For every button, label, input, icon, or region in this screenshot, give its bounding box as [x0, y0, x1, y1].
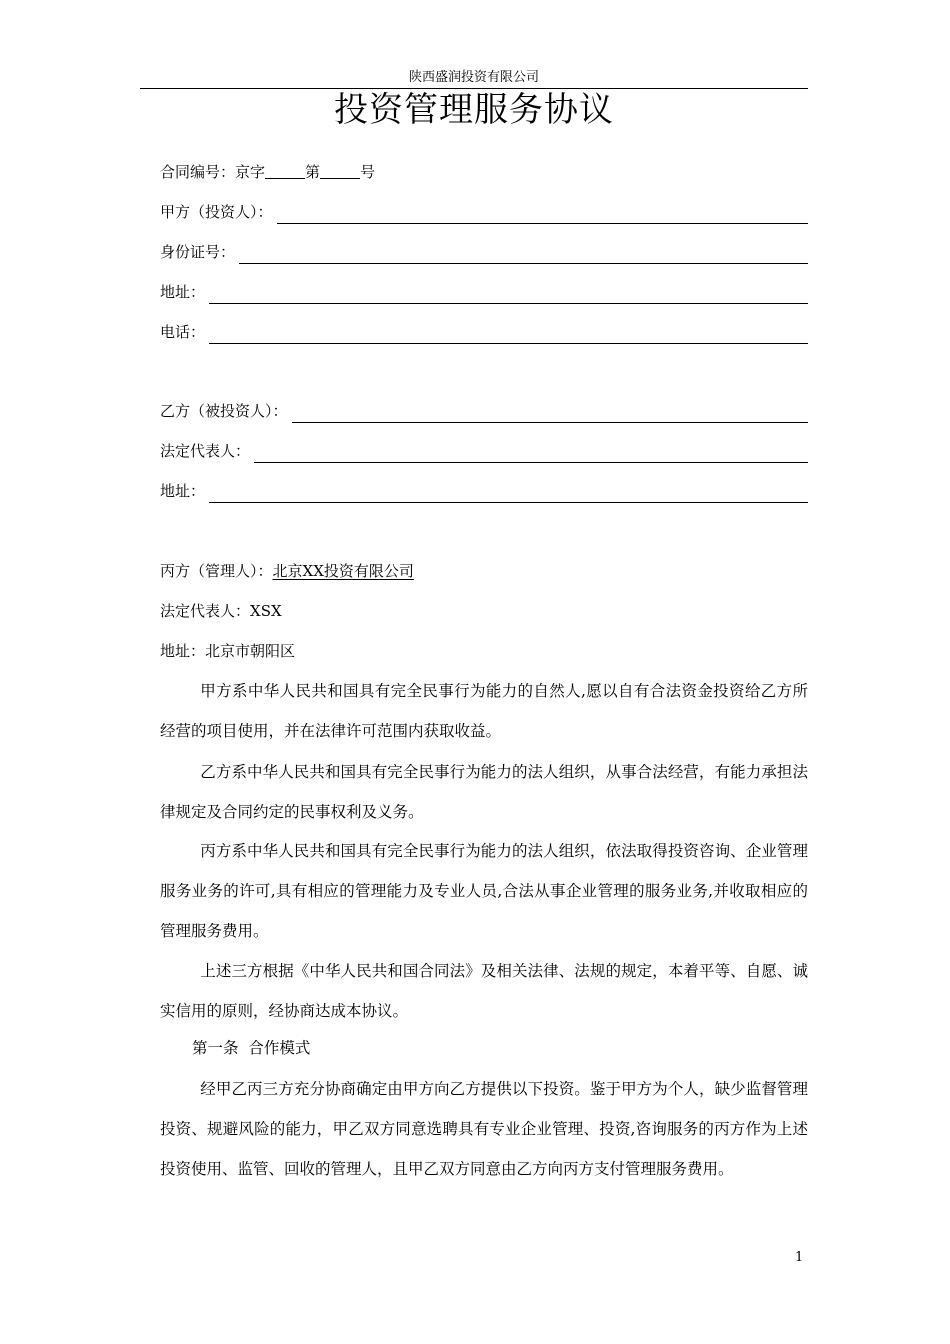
header-company-name: 陕西盛润投资有限公司 — [408, 70, 539, 85]
party-c-label: 丙方（管理人）： — [160, 562, 273, 580]
contract-number-prefix: 合同编号：京字 — [160, 163, 266, 181]
party-c-address-label: 地址： — [160, 642, 206, 660]
header-rule — [140, 88, 808, 89]
page-number: 1 — [795, 1250, 804, 1265]
party-a-phone-label: 电话： — [160, 323, 206, 341]
contract-number-blank-1 — [265, 162, 305, 179]
party-a-phone-row — [160, 320, 808, 344]
party-a-blank — [277, 205, 808, 224]
party-a-address-blank — [209, 285, 808, 304]
party-c-name: 北京XX投资有限公司 — [272, 562, 414, 580]
party-b-address-blank — [209, 484, 808, 503]
party-a-phone-blank — [209, 325, 808, 344]
party-b-row — [160, 399, 808, 423]
party-b-blank — [292, 404, 808, 423]
contract-number-suffix: 号 — [360, 163, 376, 181]
party-c-rep-row — [160, 599, 282, 623]
paragraph-party-a-description: 甲方系中华人民共和国具有完全民事行为能力的自然人,愿以自有合法资金投资给乙方所经营的项目使用，并在法律许可范围内获取收益。 — [160, 682, 808, 740]
contract-number-row — [160, 160, 375, 184]
party-c-address-value: 北京市朝阳区 — [205, 642, 296, 660]
party-b-rep-row — [160, 439, 808, 463]
party-a-id-blank — [239, 245, 808, 264]
party-a-address-label: 地址： — [160, 283, 206, 301]
party-a-row — [160, 200, 808, 224]
contract-number-middle: 第 — [305, 163, 321, 181]
paragraph-party-b-description: 乙方系中华人民共和国具有完全民事行为能力的法人组织，从事合法经营，有能力承担法律规定及合同约定的民事权利及义务。 — [160, 763, 808, 821]
party-a-label: 甲方（投资人）： — [160, 203, 273, 221]
party-b-address-row — [160, 479, 808, 503]
party-c-address-row — [160, 639, 295, 663]
party-b-address-label: 地址： — [160, 482, 206, 500]
document-title: 投资管理服务协议 — [334, 90, 614, 130]
party-b-rep-blank — [254, 444, 808, 463]
party-a-id-label: 身份证号： — [160, 243, 236, 261]
paragraph-cooperation-mode: 经甲乙丙三方充分协商确定由甲方向乙方提供以下投资。鉴于甲方为个人，缺少监督管理投资、规避风险的能力，甲乙双方同意选聘具有专业企业管理、投资,咨询服务的丙方作为上述投资使用、监管、回收的管理人，且甲乙双方同意由乙方向丙方支付管理服务费用。 — [160, 1080, 808, 1178]
contract-number-blank-2 — [320, 162, 360, 179]
paragraph-agreement-basis: 上述三方根据《中华人民共和国合同法》及相关法律、法规的规定，本着平等、自愿、诚实信用的原则，经协商达成本协议。 — [160, 962, 808, 1020]
party-c-rep-label: 法定代表人： — [160, 602, 251, 620]
party-c-rep-value: XSX — [250, 602, 282, 620]
article-1-heading: 第一条 合作模式 — [192, 1039, 311, 1057]
party-b-rep-label: 法定代表人： — [160, 442, 251, 460]
party-c-row — [160, 559, 414, 583]
party-a-address-row — [160, 280, 808, 304]
party-a-id-row — [160, 240, 808, 264]
party-b-label: 乙方（被投资人）： — [160, 402, 288, 420]
paragraph-party-c-description: 丙方系中华人民共和国具有完全民事行为能力的法人组织，依法取得投资咨询、企业管理服务业务的许可,具有相应的管理能力及专业人员,合法从事企业管理的服务业务,并收取相应的管理服务费用。 — [160, 842, 808, 940]
